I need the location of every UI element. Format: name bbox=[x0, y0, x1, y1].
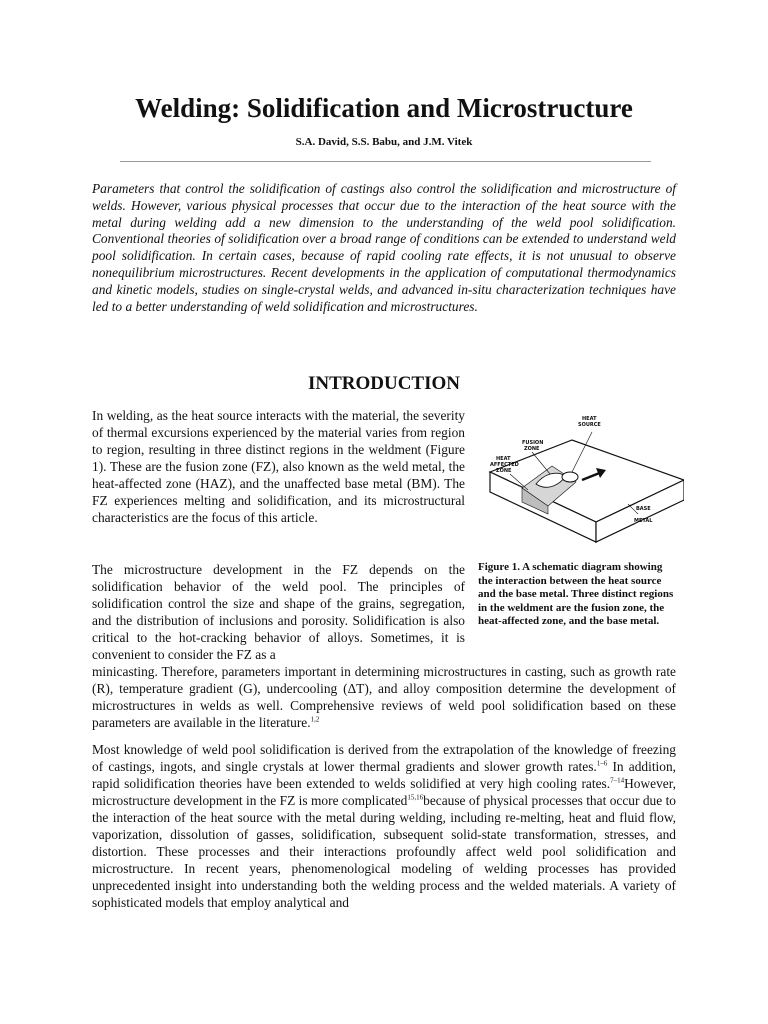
abstract: Parameters that control the solidification of castings also control the solidification and microstructure of welds. However, various physical processes that occur due to the interaction of the heat source with the metal during welding add a new dimension to the understanding of the weld pool solidification. Conventional theories of solidification over a broad range of conditions can be extended to understand weld pool solidification. In certain cases, because of rapid cooling rate effects, it is not unusual to observe nonequilibrium microstructures. Recent developments in the application of computational thermodynamics and kinetic models, studies on single-crystal welds, and advanced in-situ characterization techniques have led to a better understanding of weld solidification and microstructures. bbox=[92, 181, 676, 314]
title-divider bbox=[120, 161, 651, 162]
p3-text-1: Most knowledge of weld pool solidification is derived from the extrapolation of the knowledge of freezing of castings, ingots, and single crystals at lower thermal gradients and slower growth rates. bbox=[92, 742, 676, 774]
intro-paragraph-2-text: minicasting. Therefore, parameters important in determining microstructures in casting, such as growth rate (R), temperature gradient (G), undercooling (ΔT), and alloy composition determine the development of microstructures in welds as well. Comprehensive reviews of weld pool solidification based on these parameters are available in the literature. bbox=[92, 664, 676, 730]
intro-paragraph-2-start: The microstructure development in the FZ depends on the solidification behavior of the weld pool. The principles of solidification control the size and shape of the grains, segregation, and the distribution of inclusions and porosity. Solidification is also critical to the hot-cracking behavior of alloys. Sometimes, it is convenient to consider the FZ as a bbox=[92, 562, 465, 662]
intro-paragraph-2-end bbox=[92, 663, 676, 731]
p3-text-2: In addition, rapid solidification theories have been extended to welds solidified at very high cooling rates. bbox=[92, 759, 676, 791]
section-heading-introduction: INTRODUCTION bbox=[307, 373, 461, 394]
label-source: SOURCE bbox=[578, 422, 601, 428]
paper-title: Welding: Solidification and Microstructure bbox=[135, 93, 633, 123]
label-fusion: FUSION bbox=[522, 440, 544, 446]
citation-ref: 7–14 bbox=[610, 776, 625, 785]
p3-text-4: because of physical processes that occur due to the interaction of the heat source with the metal during welding, including re-melting, heat and fluid flow, vaporization, dissolution of gasses, solidification, subsequent solid-state transformation, stresses, and distortion. These processes and their interactions profoundly affect weld pool solidification and microstructure. In recent years, phenomenological modeling of welding processes has provided unprecedented insight into understanding both the welding process and the welded materials. A variety of sophisticated models that employ analytical and bbox=[92, 793, 676, 910]
figure-1-caption: Figure 1. A schematic diagram showing the interaction between the heat source and the base metal. Three distinct regions in the weldment are the fusion zone, the heat-affected zone, and the base metal. bbox=[478, 561, 674, 628]
label-metal: METAL bbox=[634, 518, 653, 524]
label-zone: ZONE bbox=[524, 446, 540, 452]
intro-paragraph-1: In welding, as the heat source interacts with the material, the severity of thermal excursions experienced by the material varies from region to region, resulting in three distinct regions in the weldment (Figure 1). These are the fusion zone (FZ), also known as the weld metal, the heat-affected zone (HAZ), and the unaffected base metal (BM). The FZ experiences melting and solidification, and its microstructural characteristics are the focus of this article. bbox=[92, 408, 465, 525]
label-heat: HEAT bbox=[582, 416, 597, 422]
citation-ref: 1,2 bbox=[310, 715, 320, 724]
weldment-schematic bbox=[478, 410, 684, 560]
weld-pool bbox=[562, 472, 578, 482]
label-haz-affected: AFFECTED bbox=[490, 462, 519, 468]
p3-text-3: However, microstructure development in the FZ is more complicated bbox=[92, 776, 676, 808]
citation-ref: 15,16 bbox=[407, 793, 424, 802]
figure-1-weldment-diagram bbox=[478, 410, 684, 560]
label-haz-heat: HEAT bbox=[496, 456, 511, 462]
label-haz-zone: ZONE bbox=[496, 468, 512, 474]
intro-paragraph-3 bbox=[92, 741, 676, 911]
citation-ref: 1–6 bbox=[596, 759, 608, 768]
label-base: BASE bbox=[636, 506, 651, 512]
author-list: S.A. David, S.S. Babu, and J.M. Vitek bbox=[295, 136, 473, 148]
